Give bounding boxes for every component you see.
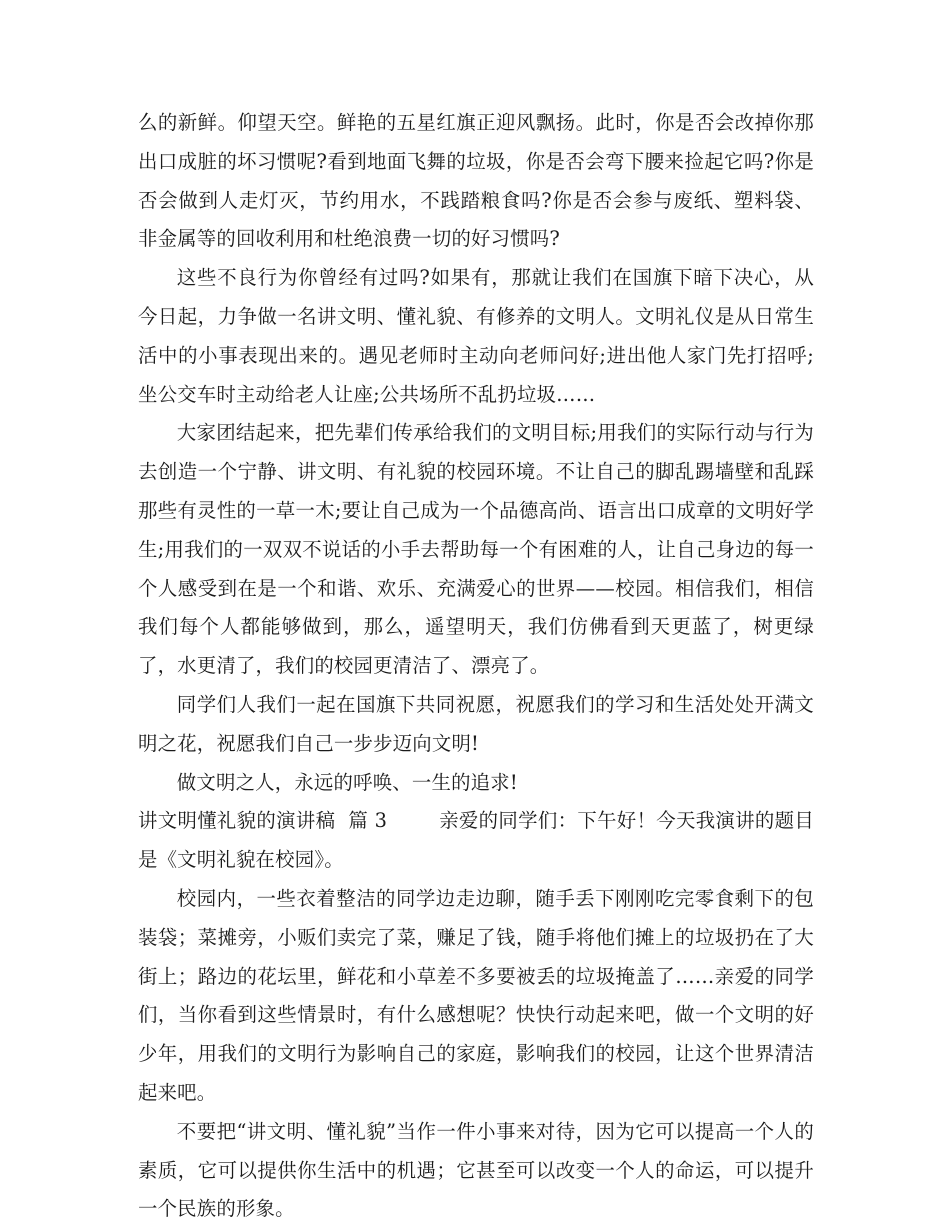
paragraph-2: 这些不良行为你曾经有过吗?如果有，那就让我们在国旗下暗下决心，从今日起，力争做一名讲文明、懂礼貌、有修养的文明人。文明礼仪是从日常生活中的小事表现出来的。遇见老师时主动向老师问好;进出他人家门先打招呼;坐公交车时主动给老人让座;公共场所不乱扔垃圾…… (138, 266, 814, 406)
paragraph-5: 做文明之人，永远的呼唤、一生的追求! (176, 770, 518, 794)
section-heading-line: 讲文明懂礼貌的演讲稿 篇 3 亲爱的同学们：下午好！今天我演讲的题目是《文明礼貌在校园》。 (138, 809, 814, 872)
paragraph-7: 校园内，一些衣着整洁的同学边走边聊，随手丢下刚刚吃完零食剩下的包装袋；菜摊旁，小贩们卖完了菜，赚足了钱，随手将他们摊上的垃圾扔在了大街上；路边的花坛里，鲜花和小草差不多要被丢的垃圾掩盖了……亲爱的同学们，当你看到这些情景时，有什么感想呢？快快行动起来吧，做一个文明的好少年，用我们的文明行为影响自己的家庭，影响我们的校园，让这个世界清洁起来吧。 (138, 886, 814, 1104)
paragraph-1: 么的新鲜。仰望天空。鲜艳的五星红旗正迎风飘扬。此时，你是否会改掉你那出口成脏的坏习惯呢?看到地面飞舞的垃圾，你是否会弯下腰来捡起它吗?你是否会做到人走灯灭，节约用水，不践踏粮食吗?你是否会参与废纸、塑料袋、非金属等的回收利用和杜绝浪费一切的好习惯吗? (138, 111, 814, 251)
paragraph-3: 大家团结起来，把先辈们传承给我们的文明目标;用我们的实际行动与行为去创造一个宁静、讲文明、有礼貌的校园环境。不让自己的脚乱踢墙壁和乱踩那些有灵性的一草一木;要让自己成为一个品德高尚、语言出口成章的文明好学生;用我们的一双双不说话的小手去帮助每一个有困难的人，让自己身边的每一个人感受到在是一个和谐、欢乐、充满爱心的世界——校园。相信我们，相信我们每个人都能够做到，那么，遥望明天，我们仿佛看到天更蓝了，树更绿了，水更清了，我们的校园更清洁了、漂亮了。 (138, 421, 814, 678)
document-page (138, 104, 814, 1229)
paragraph-4: 同学们人我们一起在国旗下共同祝愿，祝愿我们的学习和生活处处开满文明之花，祝愿我们自己一步步迈向文明! (138, 692, 814, 755)
paragraph-8: 不要把“讲文明、懂礼貌”当作一件小事来对待，因为它可以提高一个人的素质，它可以提供你生活中的机遇；它甚至可以改变一个人的命运，可以提升一个民族的形象。 (138, 1119, 814, 1221)
